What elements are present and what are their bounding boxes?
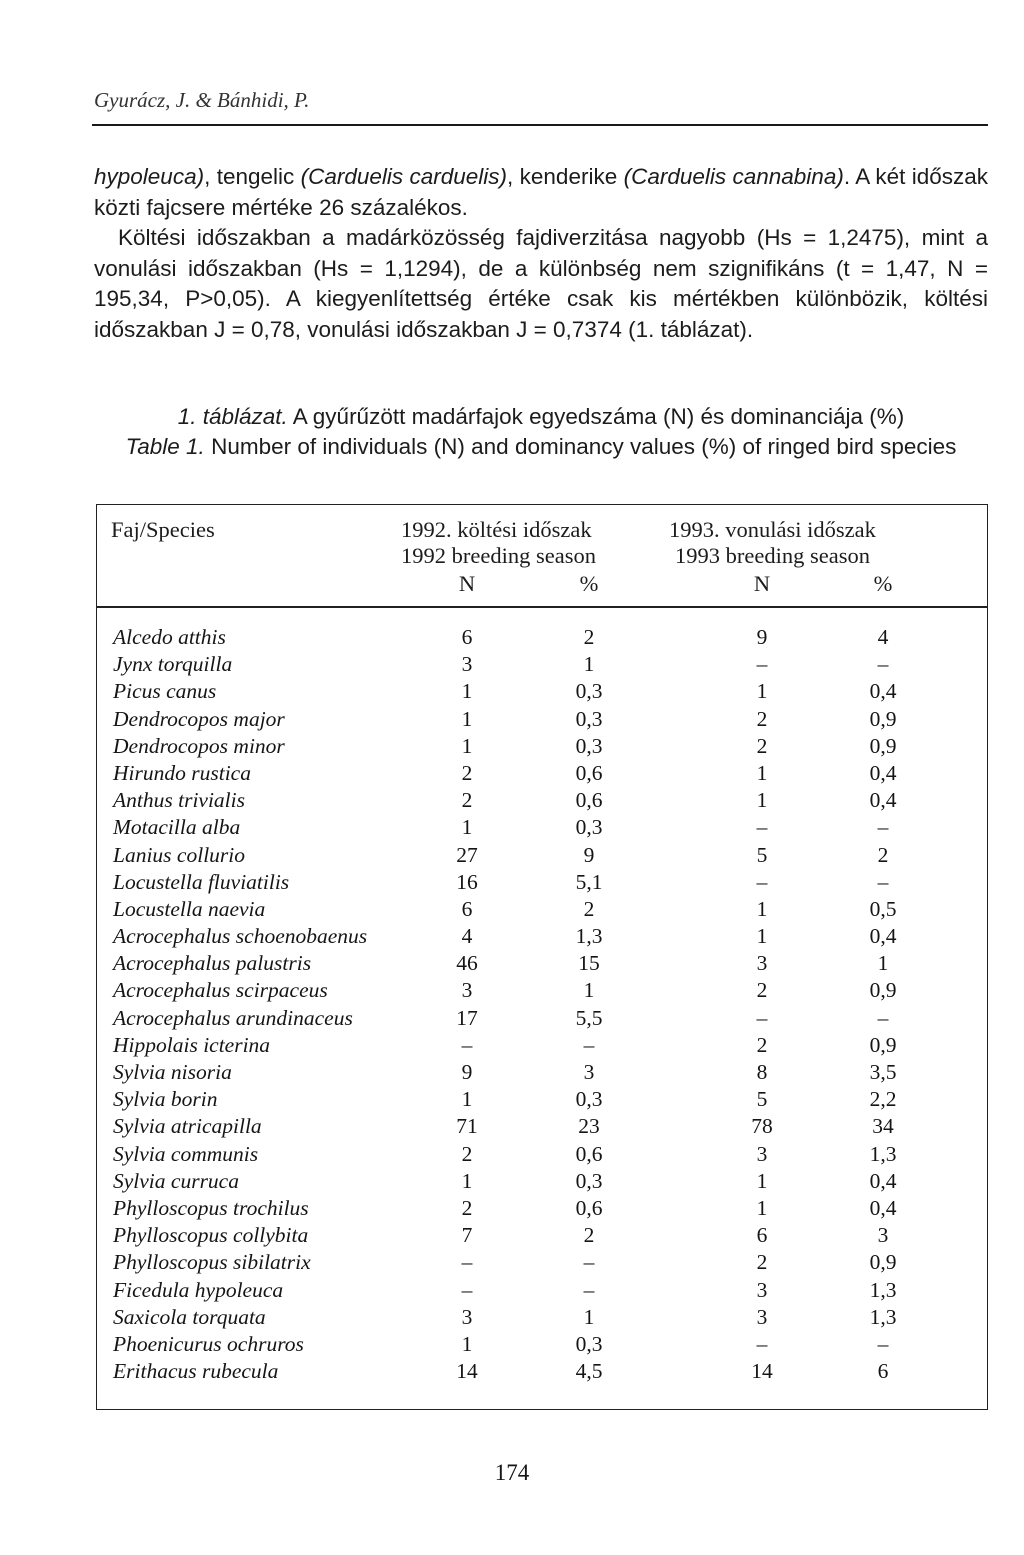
paragraph-1-run: (Carduelis carduelis) [300,164,508,189]
species-name: Sylvia borin [113,1087,218,1112]
species-name: Dendrocopos major [113,706,285,731]
pct-1993: 1 [877,951,889,976]
pct-1992: – [583,1032,595,1057]
species-name: Picus canus [113,679,217,704]
n-1993: 9 [756,625,768,649]
pct-1992: 0,3 [575,1168,603,1193]
species-name: Acrocephalus arundinaceus [113,1005,353,1030]
species-name: Phylloscopus collybita [113,1223,309,1248]
table-row [97,951,987,978]
pct-1993: 0,4 [869,1195,897,1220]
paragraph-1-run: , kenderike [507,164,624,189]
species-name: Phylloscopus trochilus [113,1195,309,1220]
species-name: Erithacus rubecula [113,1359,279,1384]
n-1993: 3 [756,1304,768,1329]
body-text [94,162,988,345]
pct-1993: 0,5 [869,896,897,921]
page-number: 174 [494,1460,530,1485]
n-1993: – [756,1331,768,1356]
n-1993: 3 [756,951,768,976]
n-1993: 2 [756,978,768,1003]
n-1992: 1 [461,1331,473,1356]
table-row [97,625,987,652]
pct-1993: 1,3 [869,1304,897,1329]
n-1993: 2 [756,1250,768,1275]
pct-1993: 6 [877,1359,889,1384]
group2-n-header: N [753,571,771,596]
n-1993: 1 [756,760,768,785]
species-name: Alcedo atthis [113,625,226,649]
pct-1993: 3 [877,1223,889,1248]
pct-1992: 2 [583,1223,595,1248]
pct-1993: 0,4 [869,679,897,704]
table-row [97,978,987,1005]
species-name: Sylvia communis [113,1141,259,1166]
n-1992: 1 [461,679,473,704]
pct-1993: 0,9 [869,733,897,758]
header-rule [92,124,988,126]
group1-n-header: N [458,571,476,596]
table-row [97,870,987,897]
pct-1992: 0,3 [575,1087,603,1112]
pct-1992: 1 [583,1304,595,1329]
pct-1992: 0,3 [575,733,603,758]
table-row [97,1250,987,1277]
n-1992: 1 [461,706,473,731]
pct-1992: 0,3 [575,815,603,840]
n-1992: 17 [456,1005,478,1030]
running-header: Gyurácz, J. & Bánhidi, P. [94,88,310,112]
table-row [97,1060,987,1087]
species-name: Lanius collurio [113,842,246,867]
caption-english [94,432,988,462]
paragraph-2: Költési időszakban a madárközösség fajdiverzitása nagyobb (Hs = 1,2475), mint a vonulási időszakban (Hs = 1,1294), de a különbség nem szignifikáns (t = 1,47, N = 195,34, P>0,05). A kiegyenlítettség értéke csak kis mértékben különbözik, költési időszakban J = 0,78, vonulási időszakban J = 0,7374 (1. táblázat). [94,225,988,342]
pct-1993: 34 [872,1114,894,1139]
pct-1992: 3 [583,1060,595,1084]
group2-header-hu: 1993. vonulási időszak [669,517,876,542]
species-name: Locustella fluviatilis [113,869,290,894]
n-1992: – [461,1277,473,1302]
n-1992: 7 [461,1223,473,1248]
table-row [97,924,987,951]
species-name: Jynx torquilla [113,652,233,677]
pct-1992: 9 [583,842,595,867]
n-1992: – [461,1032,473,1057]
species-name: Acrocephalus palustris [113,951,312,976]
n-1993: 2 [756,706,768,731]
table-row [97,1006,987,1033]
pct-1993: – [877,1331,889,1356]
n-1992: 2 [461,1141,473,1166]
table-row [97,1114,987,1141]
pct-1992: 5,1 [575,869,603,894]
n-1993: – [756,652,768,677]
pct-1993: – [877,869,889,894]
table-row [97,734,987,761]
caption-en-text: Number of individuals (N) and dominancy values (%) of ringed bird species [204,434,957,459]
n-1993: 1 [756,679,768,704]
n-1993: 5 [756,1087,768,1112]
species-name: Sylvia curruca [113,1168,239,1193]
n-1992: 6 [461,896,473,921]
table-row [97,788,987,815]
table-row [97,1359,987,1386]
pct-1992: 1 [583,652,595,677]
n-1992: 3 [461,1304,473,1329]
n-1993: 1 [756,896,768,921]
group1-pct-header: % [579,571,599,596]
pct-1992: 0,3 [575,706,603,731]
paragraph-1-run: (Carduelis cannabina) [623,164,844,189]
table-row [97,815,987,842]
n-1993: 2 [756,733,768,758]
species-name: Saxicola torquata [113,1304,266,1329]
pct-1992: 0,6 [575,1195,603,1220]
n-1993: 3 [756,1277,768,1302]
species-name: Acrocephalus schoenobaenus [113,924,368,949]
pct-1993: 0,9 [869,706,897,731]
pct-1993: 0,4 [869,1168,897,1193]
table-row [97,679,987,706]
n-1992: 2 [461,760,473,785]
pct-1992: 23 [578,1114,600,1139]
table-row [97,1278,987,1305]
table-row [97,843,987,870]
n-1993: 78 [751,1114,773,1139]
group1-header-hu: 1992. költési időszak [401,517,592,542]
n-1993: 14 [751,1359,773,1384]
pct-1992: 15 [578,951,600,976]
pct-1993: 2,2 [869,1087,897,1112]
n-1992: 1 [461,1087,473,1112]
n-1992: 16 [456,869,478,894]
table-row [97,1033,987,1060]
table-row [97,897,987,924]
table-row [97,1305,987,1332]
n-1992: – [461,1250,473,1275]
table-header-rule [97,606,987,608]
paragraph-1-run: . A két időszak közti fajcsere mértéke 26 százalékos. [94,164,988,220]
n-1992: 6 [461,625,473,649]
n-1992: 46 [456,951,478,976]
table-row [97,1196,987,1223]
pct-1992: 5,5 [575,1005,603,1030]
caption-hungarian [94,402,988,432]
pct-1993: 0,4 [869,924,897,949]
species-name: Locustella naevia [113,896,266,921]
pct-1993: 0,9 [869,1032,897,1057]
caption-hu-text: A gyűrűzött madárfajok egyedszáma (N) és dominanciája (%) [287,404,905,429]
paragraph-1-run: , tengelic [204,164,301,189]
n-1993: 1 [756,788,768,813]
n-1993: – [756,815,768,840]
group2-header-en: 1993 breeding season [675,543,870,568]
n-1992: 71 [456,1114,478,1139]
pct-1992: 0,6 [575,760,603,785]
pct-1992: – [583,1250,595,1275]
n-1993: 1 [756,1195,768,1220]
caption-en-label: Table 1. [125,434,205,459]
n-1992: 3 [461,652,473,677]
pct-1992: 1 [583,978,595,1003]
table-row [97,652,987,679]
n-1993: 2 [756,1032,768,1057]
paragraph-1 [94,162,988,223]
pct-1992: 0,3 [575,1331,603,1356]
n-1992: 14 [456,1359,478,1384]
pct-1993: 1,3 [869,1141,897,1166]
species-table [96,504,988,1410]
table-row [97,1223,987,1250]
n-1992: 3 [461,978,473,1003]
species-name: Hirundo rustica [113,760,251,785]
n-1993: – [756,869,768,894]
n-1993: – [756,1005,768,1030]
n-1992: 1 [461,815,473,840]
table-caption [94,402,988,462]
n-1992: 2 [461,1195,473,1220]
pct-1993: 0,4 [869,760,897,785]
pct-1992: 4,5 [575,1359,603,1384]
n-1992: 4 [461,924,473,949]
table-row [97,761,987,788]
species-name: Ficedula hypoleuca [113,1277,284,1302]
pct-1992: 2 [583,896,595,921]
n-1993: 6 [756,1223,768,1248]
pct-1993: 0,4 [869,788,897,813]
species-name: Sylvia atricapilla [113,1114,262,1139]
pct-1993: 3,5 [869,1060,897,1084]
n-1993: 1 [756,924,768,949]
table-row [97,707,987,734]
n-1992: 1 [461,733,473,758]
pct-1993: – [877,815,889,840]
pct-1993: 0,9 [869,978,897,1003]
n-1993: 8 [756,1060,768,1084]
pct-1993: – [877,652,889,677]
paragraph-1-run: hypoleuca) [94,164,205,189]
species-name: Sylvia nisoria [113,1060,232,1084]
pct-1993: 2 [877,842,889,867]
species-name: Motacilla alba [113,815,241,840]
pct-1993: 1,3 [869,1277,897,1302]
group2-pct-header: % [873,571,893,596]
species-column-header: Faj/Species [111,517,215,542]
n-1992: 1 [461,1168,473,1193]
table-body [97,625,987,1386]
table-row [97,1087,987,1114]
caption-hu-label: 1. táblázat. [177,404,288,429]
species-name: Phylloscopus sibilatrix [113,1250,311,1275]
species-name: Hippolais icterina [113,1032,271,1057]
pct-1993: – [877,1005,889,1030]
pct-1992: 2 [583,625,595,649]
group1-header-en: 1992 breeding season [401,543,596,568]
species-name: Dendrocopos minor [113,733,285,758]
n-1993: 1 [756,1168,768,1193]
species-name: Acrocephalus scirpaceus [113,978,328,1003]
table-row [97,1142,987,1169]
pct-1992: 0,3 [575,679,603,704]
pct-1992: 0,6 [575,1141,603,1166]
species-name: Anthus trivialis [113,788,245,813]
pct-1992: 0,6 [575,788,603,813]
n-1992: 9 [461,1060,473,1084]
n-1992: 2 [461,788,473,813]
pct-1992: 1,3 [575,924,603,949]
pct-1993: 4 [877,625,889,649]
table-row [97,1332,987,1359]
pct-1992: – [583,1277,595,1302]
n-1993: 3 [756,1141,768,1166]
species-name: Phoenicurus ochruros [113,1331,304,1356]
pct-1993: 0,9 [869,1250,897,1275]
n-1992: 27 [456,842,478,867]
table-row [97,1169,987,1196]
n-1993: 5 [756,842,768,867]
